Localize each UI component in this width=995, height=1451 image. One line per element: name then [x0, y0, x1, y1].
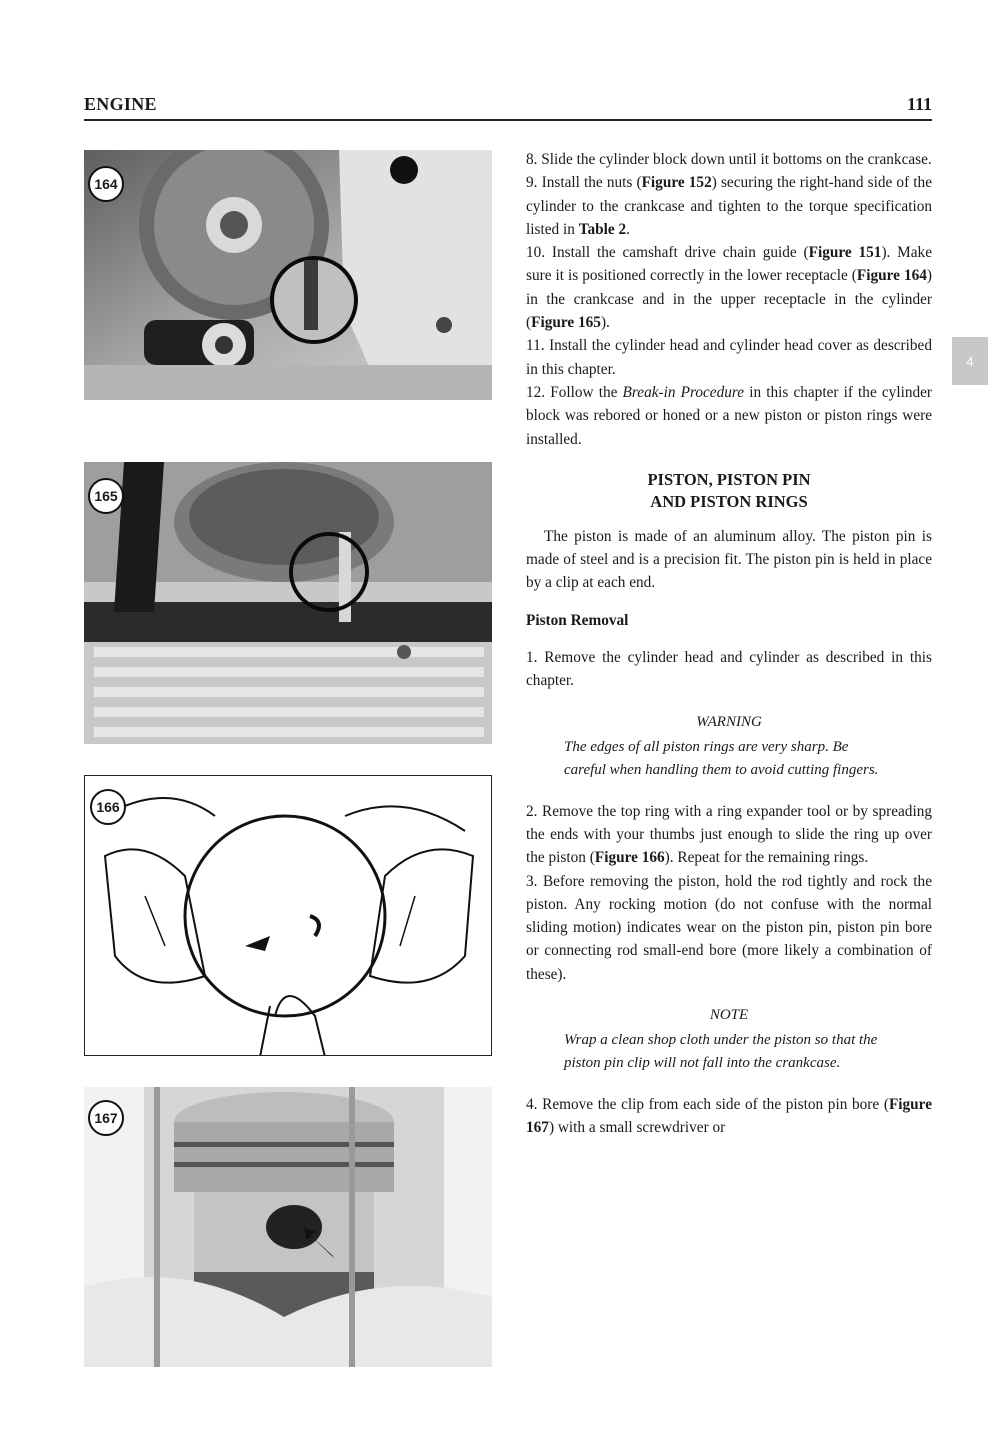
- warning-callout: [564, 711, 894, 782]
- break-in-procedure-ref: Break-in Procedure: [622, 383, 745, 401]
- note-text: Wrap a clean shop cloth under the piston so that the piston pin clip will not fall into the crankcase.: [564, 1032, 878, 1072]
- figure-167-label: 167: [88, 1100, 124, 1136]
- note-callout: [564, 1004, 894, 1075]
- table-ref-2: Table 2: [578, 220, 627, 238]
- chapter-tab: [952, 337, 988, 385]
- step-3: 3. Before removing the piston, hold the rod tightly and rock the piston. Any rocking motion (do not confuse with the normal sliding motion) indicates wear on the piston pin, piston pin bore or connecting rod small-end bore (more likely a combination of these).: [526, 872, 932, 983]
- note-title: NOTE: [709, 1007, 749, 1024]
- figure-ref-165: Figure 165: [531, 314, 601, 332]
- step-4: 4. Remove the clip from each side of the piston pin bore (Figure 167) with a small screwdriver or: [526, 1096, 932, 1137]
- figure-ref-167: Figure 167: [526, 1096, 932, 1137]
- figure-166-illustration: [84, 775, 492, 1056]
- step-1: 1. Remove the cylinder head and cylinder as described in this chapter.: [526, 649, 932, 690]
- figure-165-photo: [84, 462, 492, 744]
- figure-166-label: 166: [90, 789, 126, 825]
- figure-ref-164: Figure 164: [856, 267, 927, 285]
- running-header-section: ENGINE: [84, 94, 157, 114]
- page-number: 111: [906, 94, 932, 114]
- figure-ref-166: Figure 166: [594, 849, 665, 867]
- step-11: 11. Install the cylinder head and cylinder head cover as described in this chapter.: [526, 337, 932, 378]
- figure-167-photo: [84, 1087, 492, 1367]
- step-2: 2. Remove the top ring with a ring expander tool or by spreading the ends with your thumbs just enough to slide the ring up over the piston (Figure 166). Repeat for the remaining rings.: [526, 802, 932, 867]
- figure-164-label: 164: [88, 166, 124, 202]
- chapter-tab-label: 4: [966, 353, 974, 369]
- subsection-heading: Piston Removal: [526, 611, 629, 629]
- section-intro: The piston is made of an aluminum alloy. The piston pin is made of steel and is a precision fit. The piston pin is held in place by a clip at each end.: [526, 527, 932, 592]
- header-rule: [84, 119, 932, 121]
- figure-165-label: 165: [88, 478, 124, 514]
- figure-ref-151: Figure 151: [808, 244, 882, 262]
- warning-title: WARNING: [696, 713, 762, 730]
- step-12: 12. Follow the Break-in Procedure in this chapter if the cylinder block was rebored or honed or a new piston or piston rings were installed.: [526, 383, 932, 448]
- step-10: 10. Install the camshaft drive chain guide (Figure 151). Make sure it is positioned correctly in the lower receptacle (Figure 164) in the crankcase and in the upper receptacle in the cylinder (Figure 165).: [526, 244, 933, 332]
- step-8: 8. Slide the cylinder block down until it bottoms on the crankcase.: [526, 151, 932, 168]
- step-9: 9. Install the nuts (Figure 152) securing the right-hand side of the cylinder to the crankcase and tighten to the torque specification listed in Table 2.: [526, 174, 932, 238]
- figure-164-photo: [84, 150, 492, 400]
- warning-text: The edges of all piston rings are very sharp. Be careful when handling them to avoid cutting fingers.: [564, 738, 879, 778]
- figure-ref-152: Figure 152: [641, 174, 712, 192]
- text-column: [526, 148, 932, 1140]
- section-heading: PISTON, PISTON PIN AND PISTON RINGS: [647, 469, 811, 511]
